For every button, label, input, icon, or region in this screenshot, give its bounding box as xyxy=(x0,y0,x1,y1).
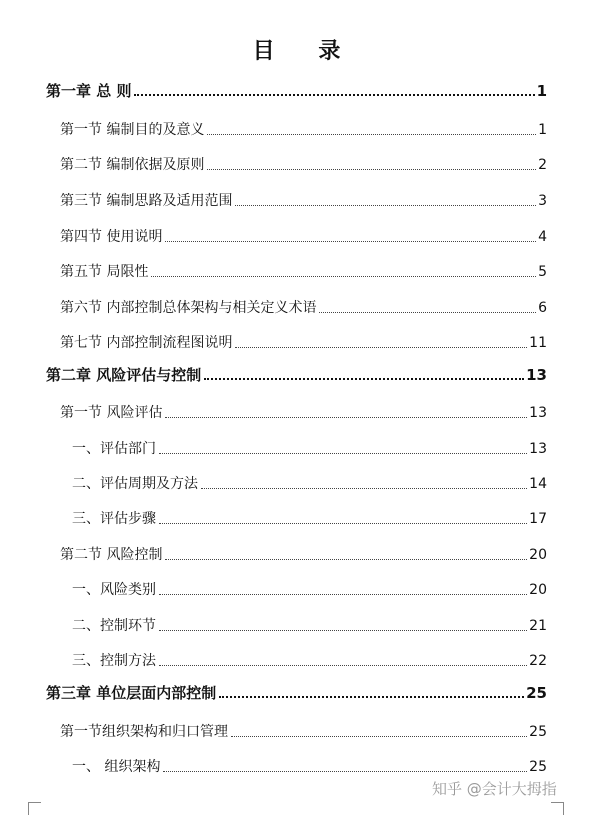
toc-entry-label: 第七节 内部控制流程图说明 xyxy=(60,335,233,351)
toc-entry-page: 11 xyxy=(529,335,547,351)
toc-entry-subsection[interactable] xyxy=(0,471,593,493)
toc-entry-page: 21 xyxy=(529,618,547,634)
toc-entry-label: 第一章 总 则 xyxy=(46,82,132,100)
page-corner-mark-right xyxy=(551,802,564,815)
toc-entry-label: 三、控制方法 xyxy=(72,653,156,669)
toc-entry-subsection[interactable] xyxy=(0,506,593,528)
toc-entry-page: 25 xyxy=(526,684,547,702)
toc-entry-page: 14 xyxy=(529,476,547,492)
toc-entry-section[interactable] xyxy=(0,188,593,210)
toc-entry-label: 第二章 风险评估与控制 xyxy=(46,366,202,384)
toc-entry-page: 25 xyxy=(529,759,547,775)
toc-entry-label: 第一节组织架构和归口管理 xyxy=(60,724,228,740)
toc-entry-page: 6 xyxy=(538,300,547,316)
toc-entry-chapter-2[interactable] xyxy=(0,362,593,384)
toc-entry-section[interactable] xyxy=(0,295,593,317)
toc-entry-label: 二、控制环节 xyxy=(72,618,156,634)
toc-entry-section[interactable] xyxy=(0,259,593,281)
toc-entry-label: 二、评估周期及方法 xyxy=(72,476,198,492)
toc-entry-section[interactable] xyxy=(0,542,593,564)
dot-leader xyxy=(231,736,527,737)
dot-leader xyxy=(201,488,527,489)
toc-entry-page: 22 xyxy=(529,653,547,669)
dot-leader xyxy=(165,241,536,242)
toc-entry-label: 第一节 编制目的及意义 xyxy=(60,122,205,138)
toc-entry-page: 20 xyxy=(529,547,547,563)
toc-title: 目 录 xyxy=(252,39,359,64)
dot-leader xyxy=(159,594,527,595)
dot-leader xyxy=(165,417,527,418)
toc-entry-page: 20 xyxy=(529,582,547,598)
toc-entry-subsection[interactable] xyxy=(0,754,593,776)
toc-entry-subsection[interactable] xyxy=(0,436,593,458)
toc-entry-label: 第三章 单位层面内部控制 xyxy=(46,684,217,702)
page-corner-mark-left xyxy=(28,802,41,815)
dot-leader xyxy=(204,378,524,380)
toc-entry-section[interactable] xyxy=(0,224,593,246)
toc-entry-label: 三、评估步骤 xyxy=(72,511,156,527)
toc-entry-page: 13 xyxy=(526,366,547,384)
toc-entry-page: 1 xyxy=(538,122,547,138)
dot-leader xyxy=(207,134,536,135)
toc-entry-subsection[interactable] xyxy=(0,577,593,599)
toc-entry-section[interactable] xyxy=(0,719,593,741)
toc-entry-label: 第四节 使用说明 xyxy=(60,229,163,245)
toc-entry-page: 25 xyxy=(529,724,547,740)
toc-entry-label: 一、评估部门 xyxy=(72,441,156,457)
toc-entry-label: 第五节 局限性 xyxy=(60,264,149,280)
dot-leader xyxy=(163,771,527,772)
toc-entry-label: 第二节 编制依据及原则 xyxy=(60,157,205,173)
dot-leader xyxy=(151,276,536,277)
toc-entry-label: 第二节 风险控制 xyxy=(60,547,163,563)
toc-entry-page: 1 xyxy=(536,82,547,100)
toc-entry-label: 第一节 风险评估 xyxy=(60,405,163,421)
dot-leader xyxy=(159,523,527,524)
toc-entry-section[interactable] xyxy=(0,400,593,422)
toc-entry-page: 17 xyxy=(529,511,547,527)
dot-leader xyxy=(235,205,536,206)
toc-entry-label: 第六节 内部控制总体架构与相关定义术语 xyxy=(60,300,317,316)
dot-leader xyxy=(207,169,536,170)
toc-entry-page: 3 xyxy=(538,193,547,209)
dot-leader xyxy=(159,630,527,631)
toc-entry-chapter-1[interactable] xyxy=(0,78,593,100)
toc-entry-page: 13 xyxy=(529,405,547,421)
dot-leader xyxy=(134,94,534,96)
dot-leader xyxy=(159,665,527,666)
toc-entry-page: 4 xyxy=(538,229,547,245)
toc-entry-label: 一、 组织架构 xyxy=(72,759,161,775)
toc-entry-section[interactable] xyxy=(0,330,593,352)
dot-leader xyxy=(235,347,527,348)
dot-leader xyxy=(219,696,524,698)
toc-entry-chapter-3[interactable] xyxy=(0,680,593,702)
toc-entry-subsection[interactable] xyxy=(0,613,593,635)
dot-leader xyxy=(319,312,536,313)
dot-leader xyxy=(159,453,527,454)
toc-entry-section[interactable] xyxy=(0,152,593,174)
toc-entry-page: 13 xyxy=(529,441,547,457)
toc-entry-page: 5 xyxy=(538,264,547,280)
toc-entry-label: 一、风险类别 xyxy=(72,582,156,598)
toc-entry-subsection[interactable] xyxy=(0,648,593,670)
toc-entry-label: 第三节 编制思路及适用范围 xyxy=(60,193,233,209)
dot-leader xyxy=(165,559,527,560)
toc-entry-page: 2 xyxy=(538,157,547,173)
zhihu-watermark: 知乎 @会计大拇指 xyxy=(432,780,557,798)
toc-entry-section[interactable] xyxy=(0,117,593,139)
